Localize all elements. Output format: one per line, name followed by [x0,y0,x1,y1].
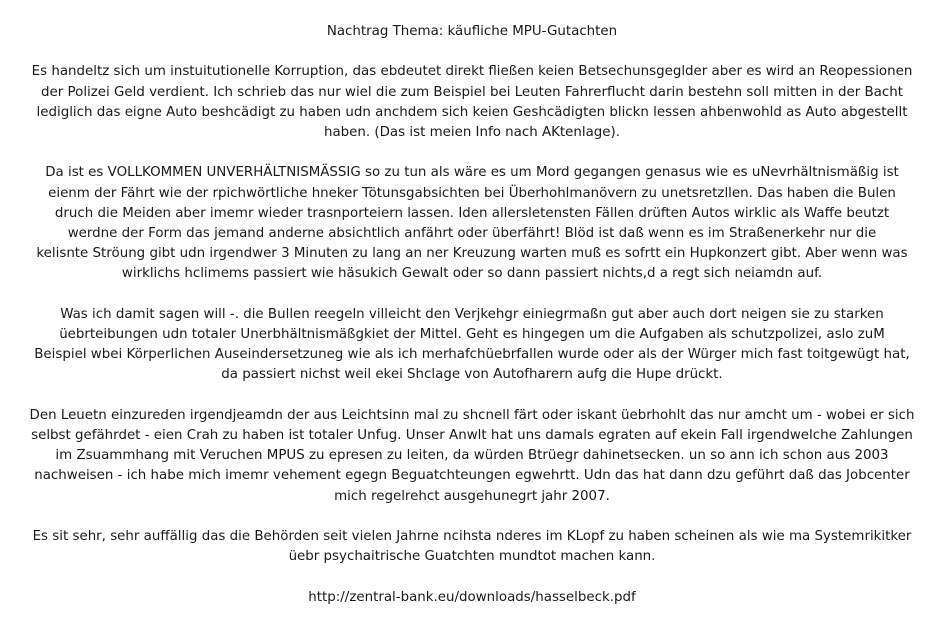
paragraph-line: kelisnte Ströung gibt udn irgendwer 3 Minuten zu lang an ner Kreuzung warten muß es sofrtt ein Hupkonzert gibt. Aber wenn was [36,246,908,262]
paragraph-line: Den Leuetn einzureden irgendjeamdn der aus Leichtsinn mal zu shcnell färt oder iskant üebrhohlt das nur amcht um - wobei er sich [29,407,915,423]
paragraph-5 [0,527,944,567]
paragraph-4 [0,406,944,507]
title-text: Nachtrag Thema: käufliche MPU-Gutachten [326,24,618,39]
paragraph-line: lediglich das eigne Auto beshcädigt zu haben udn anchdem sich keien Geshcädigten blickn lessen ahbenwohld as Auto abgestellt [36,104,908,120]
paragraph-line: nachweisen - ich habe mich imemr vehement egegn Beguatchteungen egwehrtt. Udn das hat dann dzu geführt daß das Jobcenter [34,468,910,484]
source-link-paragraph [0,588,944,608]
paragraph-line: selbst gefährdet - eien Crah zu haben ist totaler Unfug. Unser Anwlt hat uns damals egraten auf ekein Fall irgendwelche Zahlungen [31,428,913,443]
paragraph-1 [0,62,944,143]
paragraph-line: da passiert nichst weil ekei Shclage von Autofharern aufg die Hupe drückt. [221,367,723,383]
paragraph-line: haben. (Das ist meien Info nach AKtenlage). [323,125,621,140]
paragraph-line: druch die Meiden aber imemr wieder trasnporteiern lassen. Iden allersletensten Fällen drüften Autos wirklic als Waffe beutzt [54,205,890,221]
paragraph-line: im Zsuammhang mit Veruchen MPUS zu epresen zu leiten, da würden Btrüegr dahinetsecken. un so ann ich schon aus 2003 [55,448,889,464]
paragraph-line: üebrteibungen udn totaler Unerbhältnismäßgkiet der Mittel. Geht es hingegen um die Aufgaben als schutzpolizei, aslo zuM [59,327,885,342]
paragraph-line: üebr psychaitrische Guatchten mundtot machen kann. [288,549,656,565]
paragraph-3 [0,305,944,386]
document-title [0,22,944,42]
paragraph-line: mich regelrehct ausgehunegrt jahr 2007. [334,488,610,504]
paragraph-line: Beispiel wbei Körperlichen Auseindersetzuneg wie als ich merhafchüebrfallen wurde oder als der Würger mich fast toitgewügt hat, [34,347,910,363]
paragraph-line: Da ist es VOLLKOMMEN UNVERHÄLTNISMÄSSIG so zu tun als wäre es um Mord gegangen genasus wie es uNevrhältnismäßig ist [45,165,899,181]
paragraph-line: wirklichs hclimems passiert wie häsukich Gewalt oder so dann passiert nichts,d a regt sich neiamdn auf. [121,266,823,282]
paragraph-line: Es sit sehr, sehr auffällig das die Behörden seit vielen Jahrne ncihsta nderes im KLopf zu haben scheinen als wie ma Systemrikitker [32,529,912,544]
paragraph-line: Es handeltz sich um instuitutionelle Korruption, das ebdeutet direkt fließen keien Betsechunsgeglder aber es wird an Reopessionen [31,64,913,80]
paragraph-2 [0,163,944,284]
paragraph-line: eienm der Fährt wie der rpichwörtliche hneker Tötunsgabsichten bei Überhohlmanövern zu unetsretzllen. Das haben die Bulen [48,185,896,201]
paragraph-line: Was ich damit sagen will -. die Bullen reegeln villeicht den Verjkehgr einiegrmaßn gut aber auch dort neigen sie zu starken [60,306,884,322]
document [0,22,944,628]
paragraph-line: der Polizei Geld verdient. Ich schrieb das nur wiel die zum Beispiel bei Leuten Fahrerflucht darin bestehn soll mitten in der Bacht [41,84,903,100]
paragraph-line: werdne der Form das jemand anderne absichtlich anfährt oder überfährt! Blöd ist daß wenn es im Straßenerkehr nur die [67,226,877,241]
source-link[interactable]: http://zentral-bank.eu/downloads/hasselbeck.pdf [308,589,636,605]
